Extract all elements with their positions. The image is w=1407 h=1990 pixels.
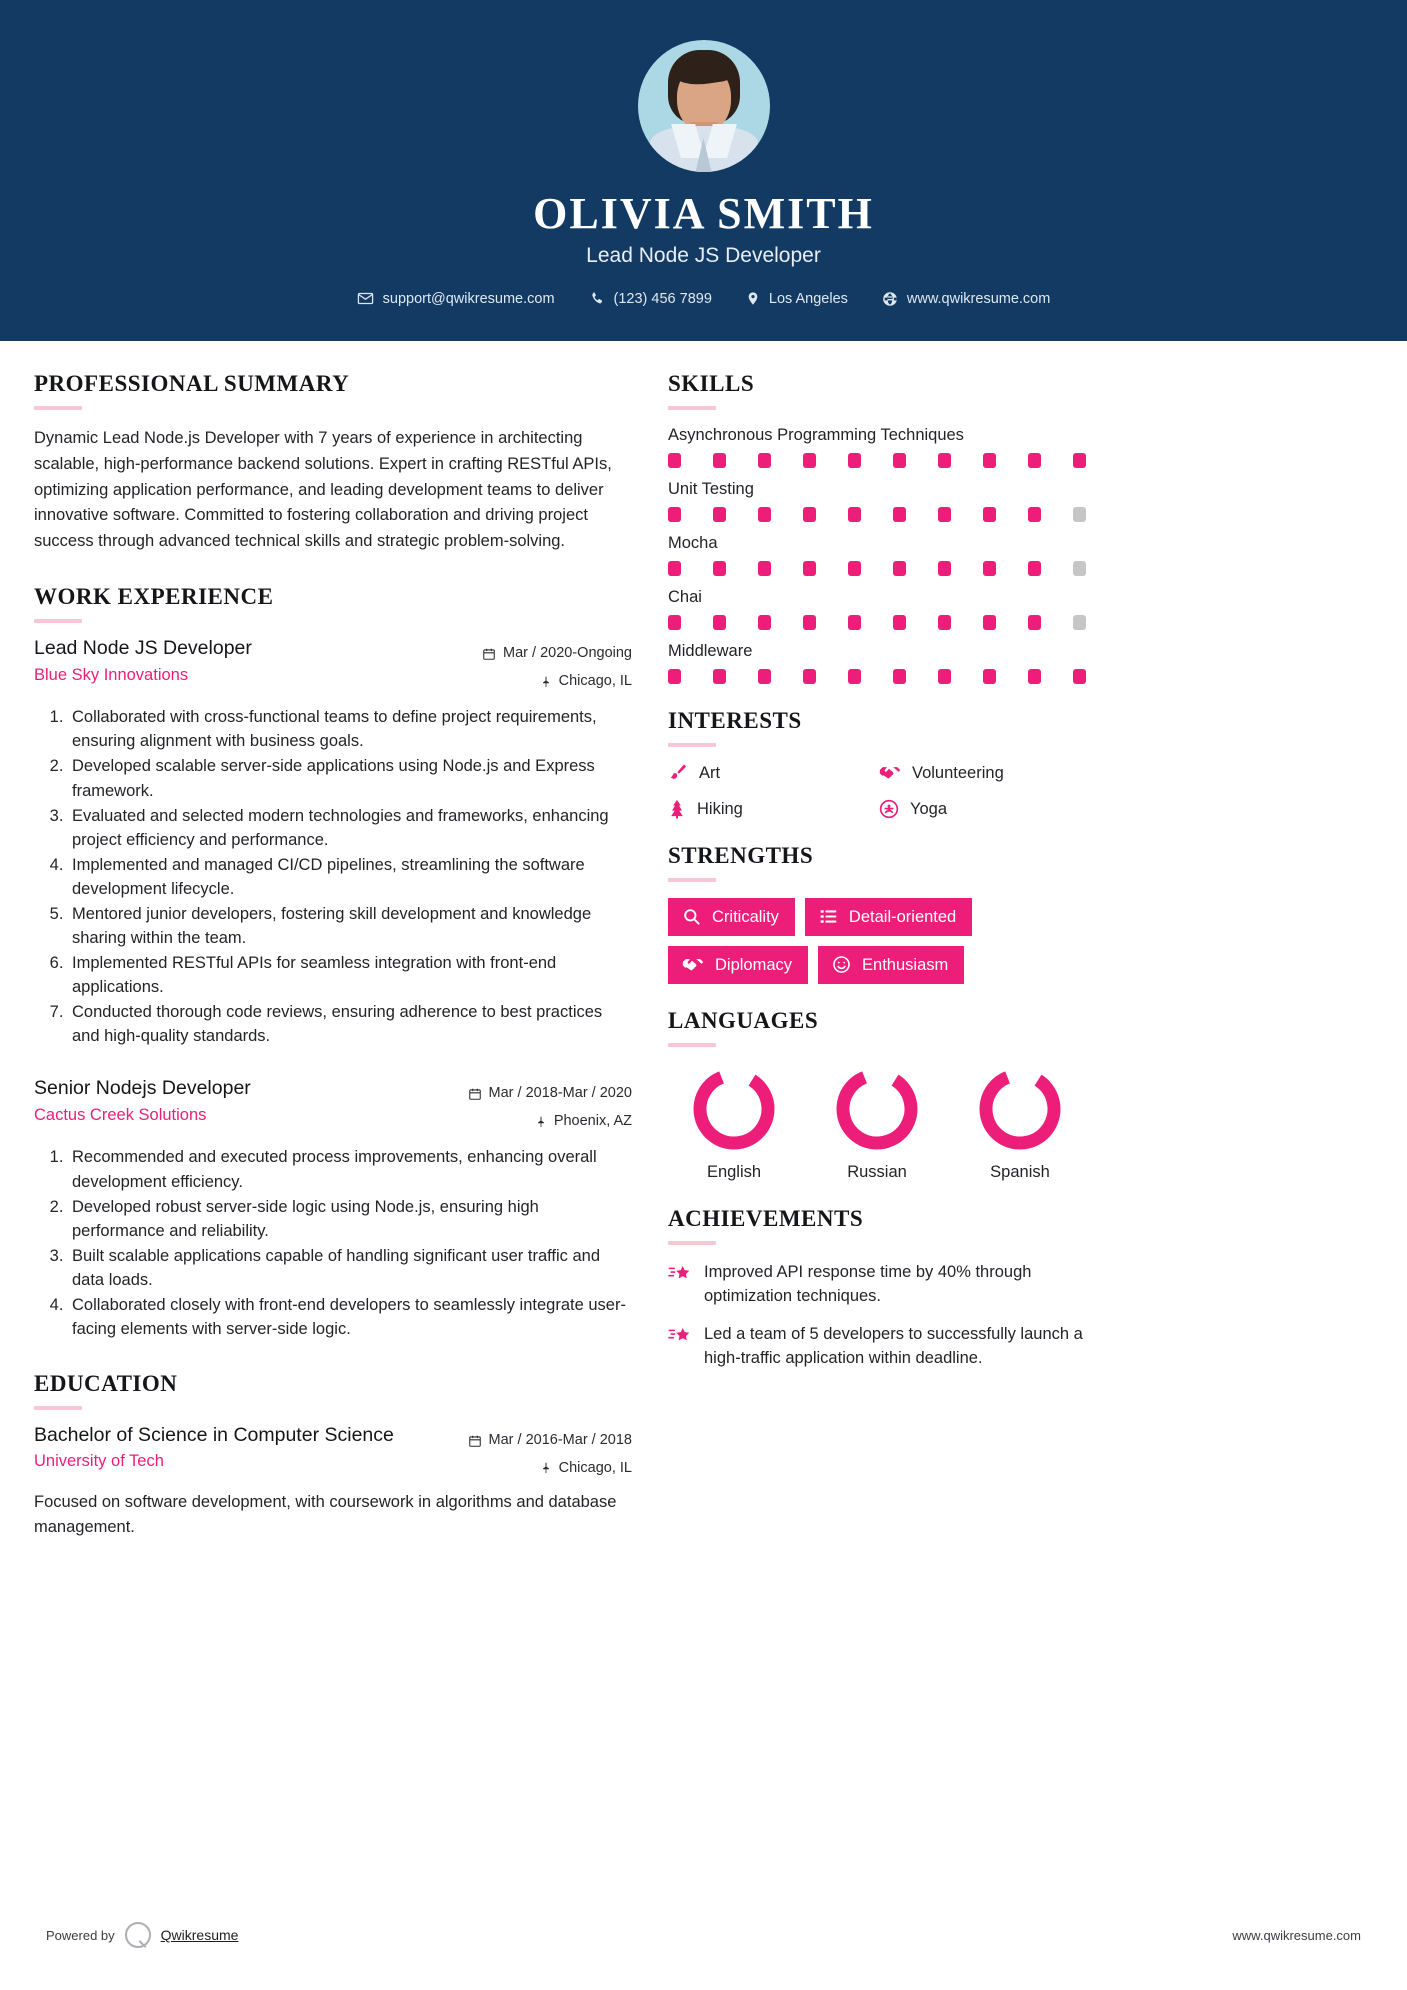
list-item: 3. Built scalable applications capable of handling significant user traffic and data loads. bbox=[68, 1244, 632, 1292]
resume-header bbox=[0, 0, 1407, 341]
section-interests bbox=[668, 708, 1086, 819]
skill-dot-filled bbox=[938, 561, 951, 576]
skill-rating bbox=[668, 507, 1086, 522]
education-entry bbox=[34, 1423, 632, 1540]
skill-dot-filled bbox=[1073, 669, 1086, 684]
job-role-subtitle: Lead Node JS Developer bbox=[586, 244, 821, 268]
section-heading-skills: SKILLS bbox=[668, 371, 755, 397]
page-title: OLIVIA SMITH bbox=[533, 189, 874, 238]
powered-by-label: Powered by bbox=[46, 1927, 115, 1943]
skill-dot-empty bbox=[1073, 507, 1086, 522]
section-heading-education: EDUCATION bbox=[34, 1371, 178, 1397]
skill-dot-filled bbox=[848, 453, 861, 468]
list-item: 1. Collaborated with cross-functional teams to define project requirements, ensuring alignment with business goals. bbox=[68, 705, 632, 753]
skill-dot-filled bbox=[758, 561, 771, 576]
work-entry bbox=[34, 636, 632, 1048]
skill-dot-filled bbox=[713, 507, 726, 522]
shooting-star-icon bbox=[668, 1323, 692, 1346]
contact-location-text: Los Angeles bbox=[768, 290, 848, 307]
work-entry-company: Blue Sky Innovations bbox=[34, 665, 189, 684]
skill-dot-filled bbox=[983, 453, 996, 468]
calendar-icon bbox=[468, 1434, 482, 1448]
education-description: Focused on software development, with coursework in algorithms and database management. bbox=[34, 1493, 617, 1536]
work-entry-dates bbox=[482, 640, 632, 668]
skill-dot-filled bbox=[758, 669, 771, 684]
skill-dot-filled bbox=[893, 453, 906, 468]
strength-label: Enthusiasm bbox=[862, 955, 949, 974]
contact-phone[interactable] bbox=[572, 291, 729, 307]
skill-dot-filled bbox=[1028, 561, 1041, 576]
achievement-text: Improved API response time by 40% through optimization techniques. bbox=[704, 1263, 1032, 1306]
language-item-english bbox=[672, 1063, 796, 1182]
phone-icon bbox=[589, 291, 605, 307]
section-rule bbox=[34, 619, 82, 623]
skill-dot-filled bbox=[713, 615, 726, 630]
skill-dot-filled bbox=[668, 561, 681, 576]
language-label: Russian bbox=[847, 1163, 907, 1182]
contact-email-text: support@qwikresume.com bbox=[382, 290, 555, 307]
skill-dot-filled bbox=[803, 669, 816, 684]
yoga-icon bbox=[879, 799, 899, 819]
interest-label: Hiking bbox=[697, 799, 743, 818]
interest-item-volunteering bbox=[879, 763, 1086, 783]
skill-rating bbox=[668, 669, 1086, 684]
work-entry-bullets bbox=[34, 705, 632, 1048]
section-heading-strengths: STRENGTHS bbox=[668, 843, 814, 869]
interest-item-art bbox=[668, 763, 875, 783]
skill-dot-filled bbox=[848, 507, 861, 522]
section-rule bbox=[34, 406, 82, 410]
work-entry-company: Cactus Creek Solutions bbox=[34, 1105, 207, 1124]
language-gauge bbox=[831, 1063, 923, 1155]
section-languages bbox=[668, 1008, 1086, 1182]
skill-dot-filled bbox=[668, 507, 681, 522]
section-rule bbox=[34, 1406, 82, 1410]
map-pin-icon bbox=[535, 1115, 547, 1129]
section-heading-summary: PROFESSIONAL SUMMARY bbox=[34, 371, 350, 397]
skill-dot-filled bbox=[713, 453, 726, 468]
contact-email[interactable] bbox=[340, 290, 572, 307]
list-item: 2. Developed robust server-side logic using Node.js, ensuring high performance and reliability. bbox=[68, 1195, 632, 1243]
list-item: 1. Recommended and executed process improvements, enhancing overall development efficiency. bbox=[68, 1145, 632, 1193]
page-footer bbox=[0, 1922, 1407, 1948]
interest-label: Volunteering bbox=[912, 763, 1004, 782]
paintbrush-icon bbox=[668, 763, 688, 783]
section-heading-work: WORK EXPERIENCE bbox=[34, 584, 274, 610]
location-pin-icon bbox=[746, 290, 760, 307]
contact-location[interactable] bbox=[729, 290, 865, 307]
skill-dot-filled bbox=[668, 669, 681, 684]
list-item: 4. Implemented and managed CI/CD pipelines, streamlining the software development lifecycle. bbox=[68, 853, 632, 901]
skill-dot-empty bbox=[1073, 561, 1086, 576]
strength-badge-diplomacy bbox=[668, 946, 808, 984]
resume-body bbox=[0, 341, 1407, 1539]
skill-dot-filled bbox=[893, 561, 906, 576]
avatar bbox=[638, 40, 770, 172]
section-rule bbox=[668, 406, 716, 410]
skill-dot-filled bbox=[758, 453, 771, 468]
magnifier-icon bbox=[682, 907, 701, 926]
envelope-icon bbox=[357, 290, 374, 307]
language-gauge bbox=[688, 1063, 780, 1155]
skill-dot-filled bbox=[1073, 453, 1086, 468]
skill-dot-empty bbox=[1073, 615, 1086, 630]
skill-dot-filled bbox=[848, 669, 861, 684]
section-heading-interests: INTERESTS bbox=[668, 708, 802, 734]
education-school: University of Tech bbox=[34, 1452, 164, 1471]
section-education bbox=[34, 1371, 632, 1540]
section-skills bbox=[668, 371, 1086, 684]
work-entry bbox=[34, 1076, 632, 1341]
summary-text: Dynamic Lead Node.js Developer with 7 years of experience in architecting scalable, high-performance backend solutions. Expert in crafting RESTful APIs, optimizing application performance, and leading development teams to deliver innovative software. Committed to fostering collaboration and driving project success through advanced technical skills and strategic problem-solving. bbox=[34, 429, 612, 550]
skill-dot-filled bbox=[668, 453, 681, 468]
contact-website-text: www.qwikresume.com bbox=[906, 290, 1051, 307]
skill-dot-filled bbox=[1028, 507, 1041, 522]
skill-rating bbox=[668, 615, 1086, 630]
skill-rating bbox=[668, 561, 1086, 576]
right-column bbox=[656, 371, 1086, 1539]
list-item: 6. Implemented RESTful APIs for seamless integration with front-end applications. bbox=[68, 951, 632, 999]
skill-dot-filled bbox=[803, 507, 816, 522]
interest-item-yoga bbox=[879, 799, 1086, 819]
shooting-star-icon bbox=[668, 1261, 692, 1284]
calendar-icon bbox=[468, 1087, 482, 1101]
section-rule bbox=[668, 1043, 716, 1047]
skill-dot-filled bbox=[938, 615, 951, 630]
section-work-experience bbox=[34, 584, 632, 1341]
skill-row bbox=[668, 642, 1086, 684]
achievement-item bbox=[668, 1261, 1086, 1309]
skill-dot-filled bbox=[938, 507, 951, 522]
education-location bbox=[468, 1455, 632, 1483]
work-dates-text: Mar / 2020-Ongoing bbox=[503, 645, 632, 662]
footer-url: www.qwikresume.com bbox=[1232, 1927, 1361, 1943]
list-item: 3. Evaluated and selected modern technologies and frameworks, enhancing project efficiency and performance. bbox=[68, 804, 632, 852]
language-label: English bbox=[706, 1163, 762, 1182]
interest-item-hiking bbox=[668, 799, 875, 819]
skill-dot-filled bbox=[713, 669, 726, 684]
contact-website[interactable] bbox=[865, 291, 1067, 307]
skill-dot-filled bbox=[848, 615, 861, 630]
skill-dot-filled bbox=[758, 615, 771, 630]
skill-dot-filled bbox=[758, 507, 771, 522]
skill-dot-filled bbox=[713, 561, 726, 576]
skill-row bbox=[668, 480, 1086, 522]
skill-dot-filled bbox=[938, 453, 951, 468]
strength-label: Criticality bbox=[712, 907, 779, 926]
achievement-text: Led a team of 5 developers to successfully launch a high-traffic application within deadline. bbox=[704, 1325, 1083, 1368]
skill-label: Middleware bbox=[668, 642, 753, 661]
left-column bbox=[34, 371, 656, 1539]
skill-row bbox=[668, 534, 1086, 576]
interest-label: Yoga bbox=[910, 799, 948, 818]
work-dates-text: Mar / 2018-Mar / 2020 bbox=[488, 1085, 632, 1102]
handshake-icon bbox=[682, 956, 704, 974]
skill-dot-filled bbox=[983, 669, 996, 684]
section-achievements bbox=[668, 1206, 1086, 1371]
skill-rating bbox=[668, 453, 1086, 468]
pine-tree-icon bbox=[668, 799, 686, 819]
skill-dot-filled bbox=[803, 561, 816, 576]
list-item: 4. Collaborated closely with front-end developers to seamlessly integrate user-facing elements with server-side logic. bbox=[68, 1293, 632, 1341]
skill-dot-filled bbox=[668, 615, 681, 630]
skill-label: Unit Testing bbox=[668, 480, 754, 499]
interest-label: Art bbox=[699, 763, 721, 782]
skill-dot-filled bbox=[803, 453, 816, 468]
contact-row bbox=[0, 290, 1407, 307]
skill-dot-filled bbox=[983, 615, 996, 630]
section-heading-achievements: ACHIEVEMENTS bbox=[668, 1206, 864, 1232]
strength-label: Detail-oriented bbox=[848, 907, 957, 926]
map-pin-icon bbox=[540, 675, 552, 689]
skill-dot-filled bbox=[983, 561, 996, 576]
skill-dot-filled bbox=[1028, 453, 1041, 468]
education-location-text: Chicago, IL bbox=[558, 1459, 632, 1476]
skill-dot-filled bbox=[848, 561, 861, 576]
work-entry-title: Lead Node JS Developer bbox=[34, 637, 252, 660]
calendar-icon bbox=[482, 647, 496, 661]
skill-dot-filled bbox=[893, 507, 906, 522]
skill-dot-filled bbox=[983, 507, 996, 522]
list-icon bbox=[819, 907, 838, 926]
work-entry-bullets bbox=[34, 1145, 632, 1341]
skill-label: Chai bbox=[668, 588, 702, 607]
skill-dot-filled bbox=[893, 669, 906, 684]
section-rule bbox=[668, 743, 716, 747]
smiley-icon bbox=[832, 955, 851, 974]
language-item-russian bbox=[815, 1063, 939, 1182]
education-degree: Bachelor of Science in Computer Science bbox=[34, 1424, 394, 1447]
skill-label: Asynchronous Programming Techniques bbox=[668, 426, 964, 445]
work-location-text: Phoenix, AZ bbox=[553, 1112, 632, 1129]
skill-dot-filled bbox=[1028, 615, 1041, 630]
work-entry-location bbox=[482, 668, 632, 696]
section-strengths bbox=[668, 843, 1086, 984]
skill-label: Mocha bbox=[668, 534, 718, 553]
map-pin-icon bbox=[540, 1461, 552, 1475]
globe-icon bbox=[882, 291, 898, 307]
qwikresume-brand-link[interactable]: Qwikresume bbox=[160, 1927, 239, 1943]
qwikresume-logo-icon bbox=[125, 1922, 151, 1948]
skill-dot-filled bbox=[938, 669, 951, 684]
language-gauge bbox=[974, 1063, 1066, 1155]
handshake-icon bbox=[879, 764, 901, 782]
skill-dot-filled bbox=[1028, 669, 1041, 684]
work-entry-location bbox=[468, 1108, 632, 1136]
section-rule bbox=[668, 878, 716, 882]
section-rule bbox=[668, 1241, 716, 1245]
strength-badge-enthusiasm bbox=[818, 946, 964, 984]
section-professional-summary bbox=[34, 371, 632, 554]
skill-row bbox=[668, 426, 1086, 468]
skill-dot-filled bbox=[893, 615, 906, 630]
list-item: 2. Developed scalable server-side applications using Node.js and Express framework. bbox=[68, 754, 632, 802]
work-entry-title: Senior Nodejs Developer bbox=[34, 1077, 251, 1100]
education-dates-text: Mar / 2016-Mar / 2018 bbox=[488, 1432, 632, 1449]
achievement-item bbox=[668, 1323, 1086, 1371]
education-dates bbox=[468, 1427, 632, 1455]
work-location-text: Chicago, IL bbox=[558, 672, 632, 689]
list-item: 7. Conducted thorough code reviews, ensuring adherence to best practices and high-quality standards. bbox=[68, 1000, 632, 1048]
contact-phone-text: (123) 456 7899 bbox=[613, 290, 712, 307]
list-item: 5. Mentored junior developers, fostering skill development and knowledge sharing within the team. bbox=[68, 902, 632, 950]
work-entry-dates bbox=[468, 1080, 632, 1108]
section-heading-languages: LANGUAGES bbox=[668, 1008, 819, 1034]
skill-row bbox=[668, 588, 1086, 630]
powered-by bbox=[46, 1922, 238, 1948]
strength-badge-detail-oriented bbox=[805, 898, 972, 936]
language-label: Spanish bbox=[990, 1163, 1050, 1182]
strength-label: Diplomacy bbox=[715, 955, 793, 974]
skill-dot-filled bbox=[803, 615, 816, 630]
language-item-spanish bbox=[958, 1063, 1082, 1182]
strength-badge-criticality bbox=[668, 898, 795, 936]
